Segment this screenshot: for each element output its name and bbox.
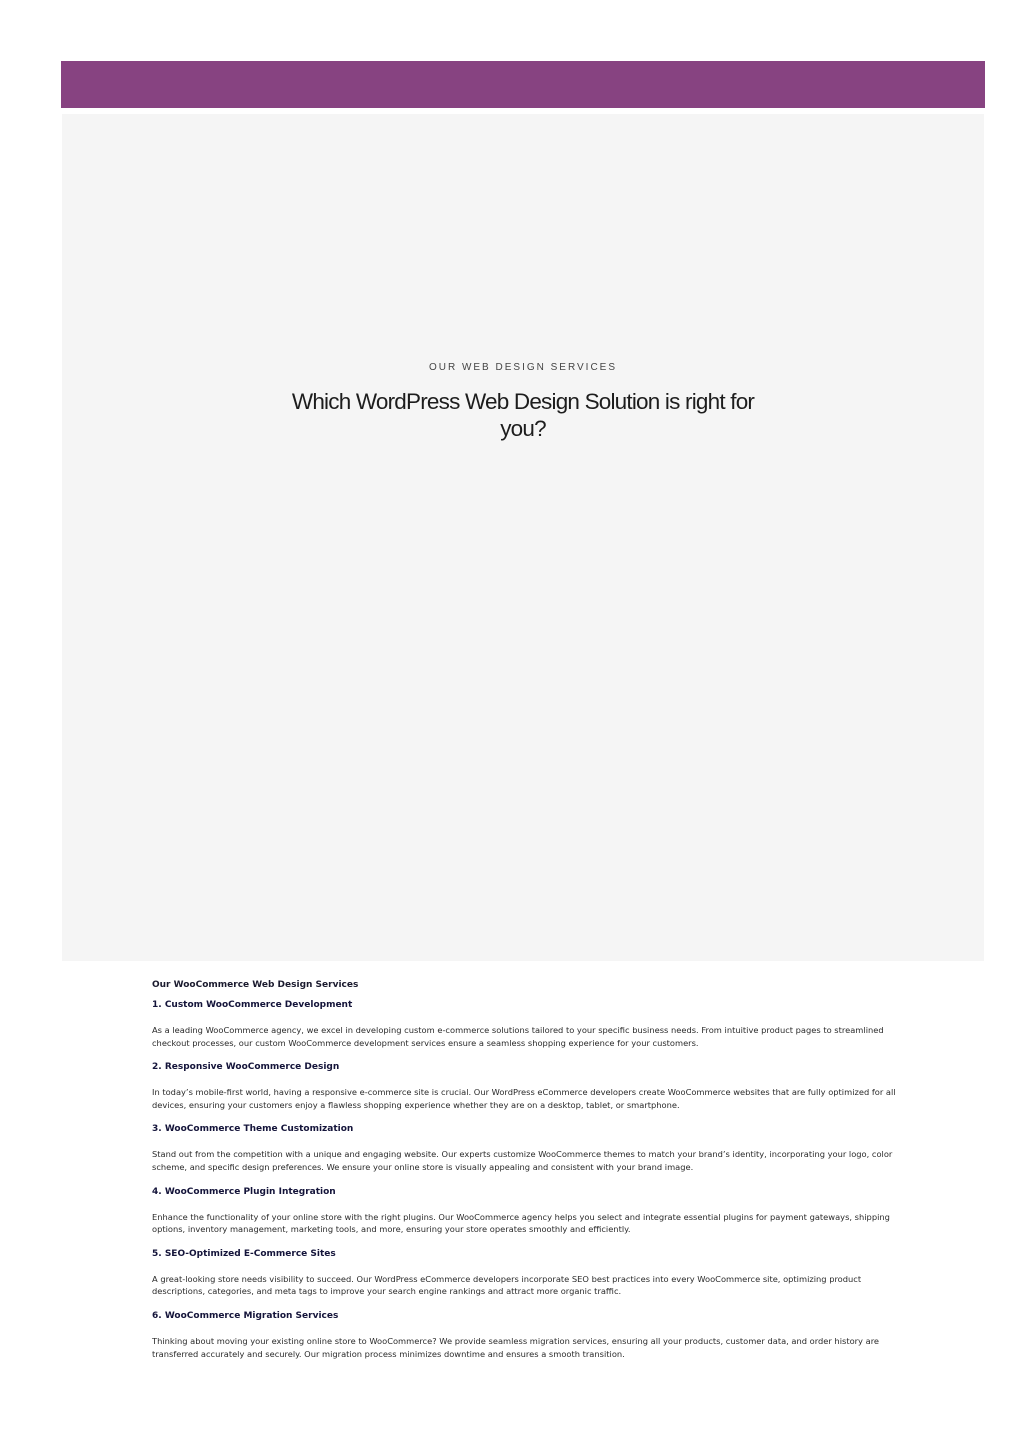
service-title: 4. WooCommerce Plugin Integration — [152, 1186, 336, 1197]
service-item-responsive-design — [152, 1061, 897, 1111]
service-item-migration — [152, 1310, 897, 1360]
hero-eyebrow: OUR WEB DESIGN SERVICES — [428, 362, 618, 373]
services-content — [152, 979, 897, 1372]
service-title: 3. WooCommerce Theme Customization — [152, 1124, 354, 1135]
service-title: 6. WooCommerce Migration Services — [152, 1310, 339, 1321]
service-item-plugin-integration — [152, 1186, 897, 1236]
service-title: 1. Custom WooCommerce Development — [152, 1000, 353, 1010]
service-description: Stand out from the competition with a unique and engaging website. Our experts customize WooCommerce themes to match your brand’s identity, incorporating your logo, color scheme, and specific design preferences. We ensure your online store is visually appealing and consistent with your brand image. — [152, 1149, 893, 1172]
service-description: A great-looking store needs visibility to succeed. Our WordPress eCommerce developers incorporate SEO best practices into every WooCommerce site, optimizing product descriptions, categories, and meta tags to improve your search engine rankings and attract more organic traffic. — [152, 1273, 862, 1297]
service-title: 2. Responsive WooCommerce Design — [152, 1062, 340, 1073]
services-heading: Our WooCommerce Web Design Services — [152, 980, 359, 990]
service-title: 5. SEO-Optimized E-Commerce Sites — [152, 1248, 336, 1259]
service-description: In today’s mobile-first world, having a responsive e-commerce site is crucial. Our WordPress eCommerce developers create WooCommerce websites that are fully optimized for all devices, ensuring your customers enjoy a flawless shopping experience whether they are on a desktop, tablet, or smartphone. — [152, 1087, 896, 1110]
hero-section — [62, 114, 984, 961]
service-item-seo-optimized — [152, 1248, 897, 1298]
brand-header-bar — [61, 61, 985, 108]
service-description: Thinking about moving your existing online store to WooCommerce? We provide seamless migration services, ensuring all your products, customer data, and order history are transferred accurately and securely. Our migration process minimizes downtime and ensures a smooth transition. — [152, 1335, 880, 1359]
service-item-custom-development — [152, 999, 897, 1049]
service-description: Enhance the functionality of your online store with the right plugins. Our WooCommerce agency helps you select and integrate essential plugins for payment gateways, shipping options, inventory management, marketing tools, and more, ensuring your store operates smoothly and efficiently. — [152, 1211, 890, 1235]
service-item-theme-customization — [152, 1123, 897, 1173]
service-description: As a leading WooCommerce agency, we excel in developing custom e-commerce solutions tailored to your specific business needs. From intuitive product pages to streamlined checkout processes, our custom WooCommerce development services ensure a seamless shopping experience for your customers. — [152, 1025, 884, 1048]
hero-title: Which WordPress Web Design Solution is right for you? — [291, 389, 755, 441]
